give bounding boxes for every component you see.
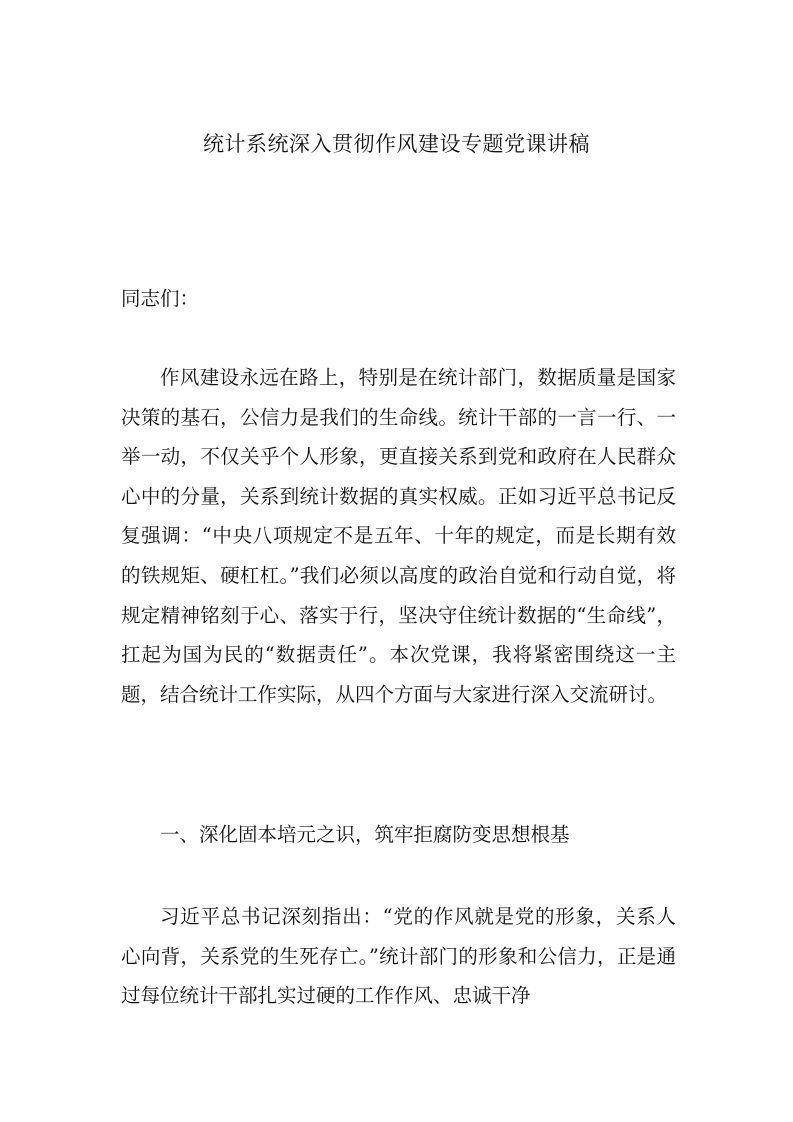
body-paragraph-1: 作风建设永远在路上，特别是在统计部门，数据质量是国家决策的基石，公信力是我们的生命线。统计干部的一言一行、一举一动，不仅关乎个人形象，更直接关系到党和政府在人民群众心中的分量，关系到统计数据的真实权威。正如习近平总书记反复强调：“中央八项规定不是五年、十年的规定，而是长期有效的铁规矩、硬杠杠。”我们必须以高度的政治自觉和行动自觉，将规定精神铭刻于心、落实于行，坚决守住统计数据的“生命线”，扛起为国为民的“数据责任”。本次党课，我将紧密围绕这一主题，结合统计工作实际，从四个方面与大家进行深入交流研讨。 [121,366,676,706]
salutation: 同志们： [121,287,200,310]
section-heading-1: 一、深化固本培元之识，筑牢拒腐防变思想根基 [160,823,570,846]
document-title: 统计系统深入贯彻作风建设专题党课讲稿 [203,132,590,156]
body-paragraph-2: 习近平总书记深刻指出：“党的作风就是党的形象，关系人心向背，关系党的生死存亡。”统计部门的形象和公信力，正是通过每位统计干部扎实过硬的工作作风、忠诚干净 [121,905,676,1008]
